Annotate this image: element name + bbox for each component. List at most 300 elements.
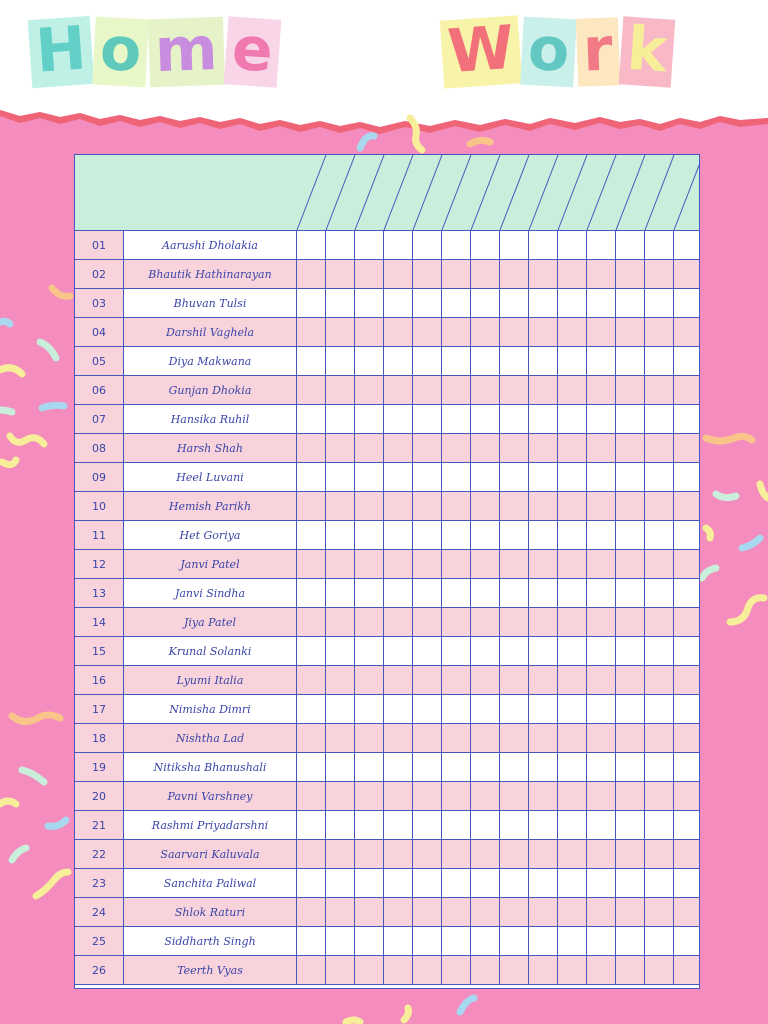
homework-check-cell[interactable] [645, 318, 674, 346]
homework-check-cell[interactable] [355, 521, 384, 549]
homework-check-cell[interactable] [674, 492, 703, 520]
homework-check-cell[interactable] [529, 608, 558, 636]
homework-check-cell[interactable] [413, 753, 442, 781]
homework-check-cell[interactable] [529, 782, 558, 810]
homework-check-cell[interactable] [500, 608, 529, 636]
homework-check-cell[interactable] [645, 231, 674, 259]
homework-check-cell[interactable] [355, 753, 384, 781]
homework-check-cell[interactable] [616, 579, 645, 607]
homework-check-cell[interactable] [442, 840, 471, 868]
homework-check-cell[interactable] [355, 579, 384, 607]
homework-check-cell[interactable] [297, 898, 326, 926]
homework-check-cell[interactable] [413, 811, 442, 839]
homework-check-cell[interactable] [645, 956, 674, 984]
homework-check-cell[interactable] [645, 608, 674, 636]
homework-check-cell[interactable] [500, 579, 529, 607]
homework-check-cell[interactable] [674, 521, 703, 549]
homework-check-cell[interactable] [587, 927, 616, 955]
homework-check-cell[interactable] [297, 492, 326, 520]
homework-check-cell[interactable] [442, 376, 471, 404]
homework-check-cell[interactable] [500, 927, 529, 955]
homework-check-cell[interactable] [529, 463, 558, 491]
homework-check-cell[interactable] [558, 318, 587, 346]
homework-check-cell[interactable] [326, 898, 355, 926]
homework-check-cell[interactable] [413, 695, 442, 723]
homework-check-cell[interactable] [645, 666, 674, 694]
homework-check-cell[interactable] [587, 231, 616, 259]
homework-check-cell[interactable] [674, 463, 703, 491]
homework-check-cell[interactable] [471, 869, 500, 897]
homework-check-cell[interactable] [529, 579, 558, 607]
homework-check-cell[interactable] [616, 753, 645, 781]
homework-check-cell[interactable] [384, 666, 413, 694]
homework-check-cell[interactable] [413, 637, 442, 665]
homework-check-cell[interactable] [558, 608, 587, 636]
homework-check-cell[interactable] [355, 811, 384, 839]
homework-check-cell[interactable] [297, 782, 326, 810]
homework-check-cell[interactable] [674, 347, 703, 375]
homework-check-cell[interactable] [471, 927, 500, 955]
homework-check-cell[interactable] [529, 405, 558, 433]
homework-check-cell[interactable] [442, 956, 471, 984]
homework-check-cell[interactable] [587, 637, 616, 665]
homework-check-cell[interactable] [500, 956, 529, 984]
homework-check-cell[interactable] [645, 550, 674, 578]
homework-check-cell[interactable] [297, 637, 326, 665]
homework-check-cell[interactable] [326, 550, 355, 578]
homework-check-cell[interactable] [558, 405, 587, 433]
homework-check-cell[interactable] [587, 898, 616, 926]
homework-check-cell[interactable] [616, 666, 645, 694]
homework-check-cell[interactable] [413, 956, 442, 984]
homework-check-cell[interactable] [413, 347, 442, 375]
homework-check-cell[interactable] [297, 869, 326, 897]
homework-check-cell[interactable] [558, 260, 587, 288]
homework-check-cell[interactable] [558, 231, 587, 259]
homework-check-cell[interactable] [326, 579, 355, 607]
homework-check-cell[interactable] [384, 347, 413, 375]
homework-check-cell[interactable] [326, 608, 355, 636]
homework-check-cell[interactable] [355, 463, 384, 491]
homework-check-cell[interactable] [500, 695, 529, 723]
homework-check-cell[interactable] [355, 608, 384, 636]
homework-check-cell[interactable] [326, 521, 355, 549]
homework-check-cell[interactable] [471, 492, 500, 520]
homework-check-cell[interactable] [355, 347, 384, 375]
homework-check-cell[interactable] [384, 811, 413, 839]
homework-check-cell[interactable] [500, 405, 529, 433]
homework-check-cell[interactable] [558, 666, 587, 694]
homework-check-cell[interactable] [297, 289, 326, 317]
homework-check-cell[interactable] [500, 260, 529, 288]
homework-check-cell[interactable] [587, 608, 616, 636]
homework-check-cell[interactable] [558, 637, 587, 665]
homework-check-cell[interactable] [355, 376, 384, 404]
homework-check-cell[interactable] [355, 724, 384, 752]
homework-check-cell[interactable] [500, 753, 529, 781]
homework-check-cell[interactable] [326, 492, 355, 520]
homework-check-cell[interactable] [384, 521, 413, 549]
homework-check-cell[interactable] [442, 347, 471, 375]
homework-check-cell[interactable] [442, 579, 471, 607]
homework-check-cell[interactable] [442, 869, 471, 897]
homework-check-cell[interactable] [471, 231, 500, 259]
homework-check-cell[interactable] [558, 956, 587, 984]
homework-check-cell[interactable] [413, 869, 442, 897]
homework-check-cell[interactable] [587, 811, 616, 839]
homework-check-cell[interactable] [500, 869, 529, 897]
homework-check-cell[interactable] [442, 811, 471, 839]
homework-check-cell[interactable] [384, 840, 413, 868]
homework-check-cell[interactable] [674, 927, 703, 955]
homework-check-cell[interactable] [529, 637, 558, 665]
homework-check-cell[interactable] [616, 811, 645, 839]
homework-check-cell[interactable] [529, 550, 558, 578]
homework-check-cell[interactable] [587, 782, 616, 810]
homework-check-cell[interactable] [442, 927, 471, 955]
homework-check-cell[interactable] [442, 695, 471, 723]
homework-check-cell[interactable] [674, 376, 703, 404]
homework-check-cell[interactable] [355, 695, 384, 723]
homework-check-cell[interactable] [529, 492, 558, 520]
homework-check-cell[interactable] [529, 695, 558, 723]
homework-check-cell[interactable] [297, 695, 326, 723]
homework-check-cell[interactable] [645, 289, 674, 317]
homework-check-cell[interactable] [413, 666, 442, 694]
homework-check-cell[interactable] [384, 463, 413, 491]
homework-check-cell[interactable] [471, 666, 500, 694]
homework-check-cell[interactable] [413, 550, 442, 578]
homework-check-cell[interactable] [471, 376, 500, 404]
homework-check-cell[interactable] [355, 318, 384, 346]
homework-check-cell[interactable] [500, 724, 529, 752]
homework-check-cell[interactable] [355, 956, 384, 984]
homework-check-cell[interactable] [442, 753, 471, 781]
homework-check-cell[interactable] [355, 289, 384, 317]
homework-check-cell[interactable] [355, 927, 384, 955]
homework-check-cell[interactable] [529, 231, 558, 259]
homework-check-cell[interactable] [529, 376, 558, 404]
homework-check-cell[interactable] [471, 608, 500, 636]
homework-check-cell[interactable] [471, 956, 500, 984]
homework-check-cell[interactable] [442, 463, 471, 491]
homework-check-cell[interactable] [384, 289, 413, 317]
homework-check-cell[interactable] [471, 782, 500, 810]
homework-check-cell[interactable] [442, 550, 471, 578]
homework-check-cell[interactable] [500, 231, 529, 259]
homework-check-cell[interactable] [616, 492, 645, 520]
homework-check-cell[interactable] [355, 260, 384, 288]
homework-check-cell[interactable] [674, 753, 703, 781]
homework-check-cell[interactable] [529, 840, 558, 868]
homework-check-cell[interactable] [529, 956, 558, 984]
homework-check-cell[interactable] [500, 318, 529, 346]
homework-check-cell[interactable] [384, 695, 413, 723]
homework-check-cell[interactable] [616, 463, 645, 491]
homework-check-cell[interactable] [558, 579, 587, 607]
homework-check-cell[interactable] [587, 260, 616, 288]
homework-check-cell[interactable] [587, 724, 616, 752]
homework-check-cell[interactable] [297, 347, 326, 375]
homework-check-cell[interactable] [413, 405, 442, 433]
homework-check-cell[interactable] [471, 724, 500, 752]
homework-check-cell[interactable] [471, 289, 500, 317]
homework-check-cell[interactable] [616, 434, 645, 462]
homework-check-cell[interactable] [384, 260, 413, 288]
homework-check-cell[interactable] [500, 434, 529, 462]
homework-check-cell[interactable] [558, 840, 587, 868]
homework-check-cell[interactable] [558, 724, 587, 752]
homework-check-cell[interactable] [355, 637, 384, 665]
homework-check-cell[interactable] [384, 579, 413, 607]
homework-check-cell[interactable] [384, 434, 413, 462]
homework-check-cell[interactable] [471, 753, 500, 781]
homework-check-cell[interactable] [413, 376, 442, 404]
homework-check-cell[interactable] [558, 463, 587, 491]
homework-check-cell[interactable] [645, 869, 674, 897]
homework-check-cell[interactable] [442, 434, 471, 462]
homework-check-cell[interactable] [326, 724, 355, 752]
homework-check-cell[interactable] [529, 521, 558, 549]
homework-check-cell[interactable] [616, 521, 645, 549]
homework-check-cell[interactable] [297, 405, 326, 433]
homework-check-cell[interactable] [587, 521, 616, 549]
homework-check-cell[interactable] [616, 260, 645, 288]
homework-check-cell[interactable] [471, 898, 500, 926]
homework-check-cell[interactable] [442, 231, 471, 259]
homework-check-cell[interactable] [616, 318, 645, 346]
homework-check-cell[interactable] [355, 492, 384, 520]
homework-check-cell[interactable] [500, 376, 529, 404]
homework-check-cell[interactable] [616, 637, 645, 665]
homework-check-cell[interactable] [355, 898, 384, 926]
homework-check-cell[interactable] [587, 318, 616, 346]
homework-check-cell[interactable] [616, 347, 645, 375]
homework-check-cell[interactable] [297, 521, 326, 549]
homework-check-cell[interactable] [558, 434, 587, 462]
homework-check-cell[interactable] [297, 811, 326, 839]
homework-check-cell[interactable] [355, 869, 384, 897]
homework-check-cell[interactable] [500, 550, 529, 578]
homework-check-cell[interactable] [645, 347, 674, 375]
homework-check-cell[interactable] [442, 521, 471, 549]
homework-check-cell[interactable] [326, 753, 355, 781]
homework-check-cell[interactable] [616, 405, 645, 433]
homework-check-cell[interactable] [645, 579, 674, 607]
homework-check-cell[interactable] [645, 927, 674, 955]
homework-check-cell[interactable] [384, 782, 413, 810]
homework-check-cell[interactable] [558, 521, 587, 549]
homework-check-cell[interactable] [384, 637, 413, 665]
homework-check-cell[interactable] [587, 956, 616, 984]
homework-check-cell[interactable] [616, 956, 645, 984]
homework-check-cell[interactable] [616, 927, 645, 955]
homework-check-cell[interactable] [558, 811, 587, 839]
homework-check-cell[interactable] [587, 434, 616, 462]
homework-check-cell[interactable] [558, 753, 587, 781]
homework-check-cell[interactable] [500, 811, 529, 839]
homework-check-cell[interactable] [413, 318, 442, 346]
homework-check-cell[interactable] [326, 666, 355, 694]
homework-check-cell[interactable] [645, 405, 674, 433]
homework-check-cell[interactable] [558, 376, 587, 404]
homework-check-cell[interactable] [674, 840, 703, 868]
homework-check-cell[interactable] [297, 463, 326, 491]
homework-check-cell[interactable] [587, 695, 616, 723]
homework-check-cell[interactable] [442, 289, 471, 317]
homework-check-cell[interactable] [674, 231, 703, 259]
homework-check-cell[interactable] [326, 840, 355, 868]
homework-check-cell[interactable] [587, 869, 616, 897]
homework-check-cell[interactable] [297, 376, 326, 404]
homework-check-cell[interactable] [471, 405, 500, 433]
homework-check-cell[interactable] [384, 318, 413, 346]
homework-check-cell[interactable] [529, 260, 558, 288]
homework-check-cell[interactable] [674, 637, 703, 665]
homework-check-cell[interactable] [529, 666, 558, 694]
homework-check-cell[interactable] [674, 869, 703, 897]
homework-check-cell[interactable] [384, 898, 413, 926]
homework-check-cell[interactable] [587, 666, 616, 694]
homework-check-cell[interactable] [674, 405, 703, 433]
homework-check-cell[interactable] [500, 492, 529, 520]
homework-check-cell[interactable] [326, 782, 355, 810]
homework-check-cell[interactable] [529, 289, 558, 317]
homework-check-cell[interactable] [558, 927, 587, 955]
homework-check-cell[interactable] [355, 666, 384, 694]
homework-check-cell[interactable] [587, 840, 616, 868]
homework-check-cell[interactable] [587, 463, 616, 491]
homework-check-cell[interactable] [471, 811, 500, 839]
homework-check-cell[interactable] [587, 550, 616, 578]
homework-check-cell[interactable] [500, 521, 529, 549]
homework-check-cell[interactable] [587, 376, 616, 404]
homework-check-cell[interactable] [297, 318, 326, 346]
homework-check-cell[interactable] [413, 260, 442, 288]
homework-check-cell[interactable] [645, 434, 674, 462]
homework-check-cell[interactable] [500, 289, 529, 317]
homework-check-cell[interactable] [442, 260, 471, 288]
homework-check-cell[interactable] [674, 898, 703, 926]
homework-check-cell[interactable] [674, 434, 703, 462]
homework-check-cell[interactable] [500, 347, 529, 375]
homework-check-cell[interactable] [674, 811, 703, 839]
homework-check-cell[interactable] [384, 550, 413, 578]
homework-check-cell[interactable] [471, 463, 500, 491]
homework-check-cell[interactable] [529, 753, 558, 781]
homework-check-cell[interactable] [674, 956, 703, 984]
homework-check-cell[interactable] [558, 695, 587, 723]
homework-check-cell[interactable] [355, 231, 384, 259]
homework-check-cell[interactable] [471, 695, 500, 723]
homework-check-cell[interactable] [529, 869, 558, 897]
homework-check-cell[interactable] [645, 376, 674, 404]
homework-check-cell[interactable] [616, 608, 645, 636]
homework-check-cell[interactable] [384, 956, 413, 984]
homework-check-cell[interactable] [616, 869, 645, 897]
homework-check-cell[interactable] [297, 579, 326, 607]
homework-check-cell[interactable] [471, 434, 500, 462]
homework-check-cell[interactable] [645, 811, 674, 839]
homework-check-cell[interactable] [326, 434, 355, 462]
homework-check-cell[interactable] [500, 782, 529, 810]
homework-check-cell[interactable] [442, 637, 471, 665]
homework-check-cell[interactable] [587, 405, 616, 433]
homework-check-cell[interactable] [645, 898, 674, 926]
homework-check-cell[interactable] [326, 637, 355, 665]
homework-check-cell[interactable] [674, 608, 703, 636]
homework-check-cell[interactable] [674, 695, 703, 723]
homework-check-cell[interactable] [413, 608, 442, 636]
homework-check-cell[interactable] [616, 550, 645, 578]
homework-check-cell[interactable] [326, 289, 355, 317]
homework-check-cell[interactable] [471, 521, 500, 549]
homework-check-cell[interactable] [413, 724, 442, 752]
homework-check-cell[interactable] [587, 492, 616, 520]
homework-check-cell[interactable] [674, 289, 703, 317]
homework-check-cell[interactable] [645, 637, 674, 665]
homework-check-cell[interactable] [471, 260, 500, 288]
homework-check-cell[interactable] [326, 956, 355, 984]
homework-check-cell[interactable] [529, 927, 558, 955]
homework-check-cell[interactable] [587, 347, 616, 375]
homework-check-cell[interactable] [355, 405, 384, 433]
homework-check-cell[interactable] [558, 550, 587, 578]
homework-check-cell[interactable] [442, 782, 471, 810]
homework-check-cell[interactable] [326, 231, 355, 259]
homework-check-cell[interactable] [645, 753, 674, 781]
homework-check-cell[interactable] [616, 782, 645, 810]
homework-check-cell[interactable] [645, 724, 674, 752]
homework-check-cell[interactable] [587, 753, 616, 781]
homework-check-cell[interactable] [645, 521, 674, 549]
homework-check-cell[interactable] [413, 289, 442, 317]
homework-check-cell[interactable] [500, 666, 529, 694]
homework-check-cell[interactable] [616, 289, 645, 317]
homework-check-cell[interactable] [384, 376, 413, 404]
homework-check-cell[interactable] [500, 898, 529, 926]
homework-check-cell[interactable] [442, 608, 471, 636]
homework-check-cell[interactable] [384, 405, 413, 433]
homework-check-cell[interactable] [471, 840, 500, 868]
homework-check-cell[interactable] [297, 666, 326, 694]
homework-check-cell[interactable] [558, 347, 587, 375]
homework-check-cell[interactable] [500, 840, 529, 868]
homework-check-cell[interactable] [297, 608, 326, 636]
homework-check-cell[interactable] [645, 492, 674, 520]
homework-check-cell[interactable] [674, 260, 703, 288]
homework-check-cell[interactable] [326, 405, 355, 433]
homework-check-cell[interactable] [500, 637, 529, 665]
homework-check-cell[interactable] [558, 289, 587, 317]
homework-check-cell[interactable] [384, 492, 413, 520]
homework-check-cell[interactable] [529, 811, 558, 839]
homework-check-cell[interactable] [326, 260, 355, 288]
homework-check-cell[interactable] [384, 608, 413, 636]
homework-check-cell[interactable] [326, 376, 355, 404]
homework-check-cell[interactable] [297, 550, 326, 578]
homework-check-cell[interactable] [413, 521, 442, 549]
homework-check-cell[interactable] [587, 579, 616, 607]
homework-check-cell[interactable] [326, 318, 355, 346]
homework-check-cell[interactable] [674, 782, 703, 810]
homework-check-cell[interactable] [413, 898, 442, 926]
homework-check-cell[interactable] [326, 695, 355, 723]
homework-check-cell[interactable] [413, 579, 442, 607]
homework-check-cell[interactable] [471, 347, 500, 375]
homework-check-cell[interactable] [471, 579, 500, 607]
homework-check-cell[interactable] [500, 463, 529, 491]
